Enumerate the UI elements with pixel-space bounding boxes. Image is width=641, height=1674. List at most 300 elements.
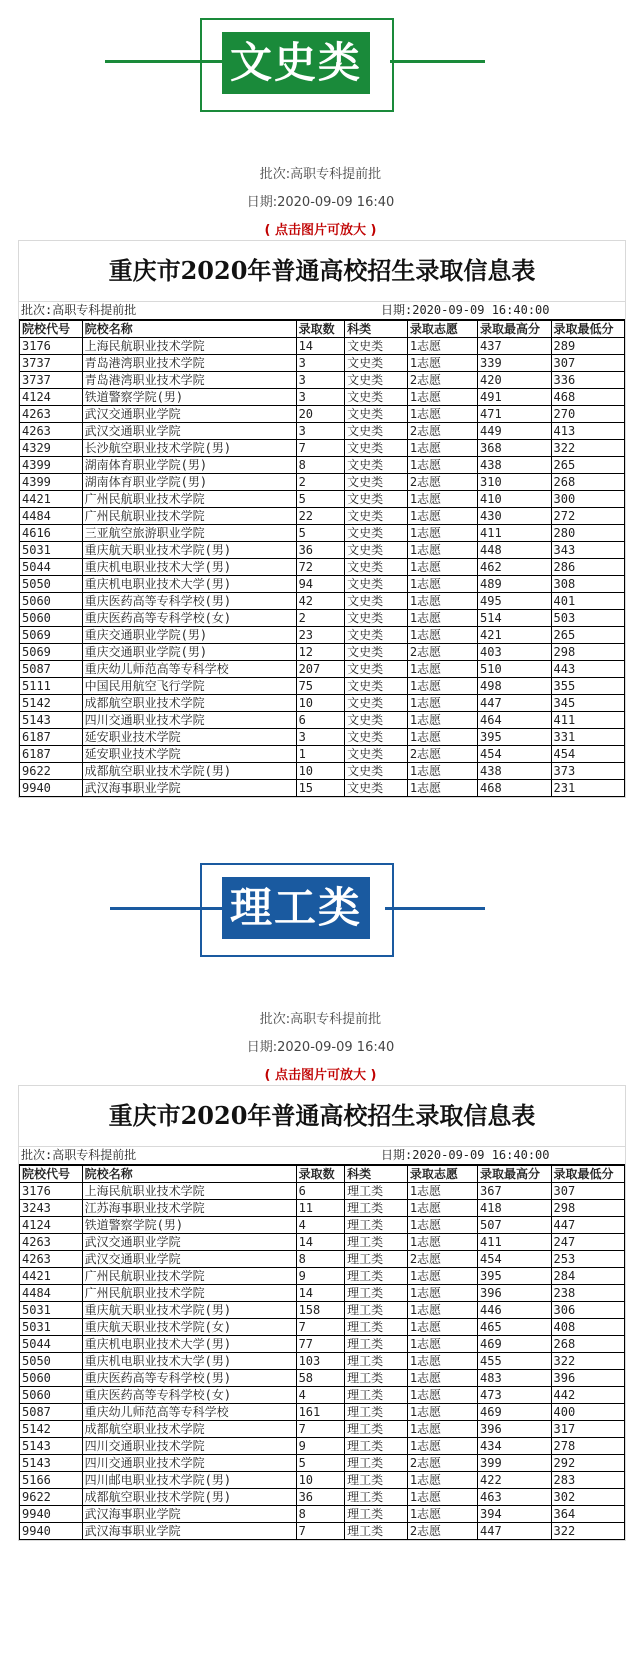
table-row xyxy=(20,627,625,644)
cell-max-score: 495 xyxy=(478,593,551,610)
header-count: 录取数 xyxy=(296,321,345,338)
cell-count: 1 xyxy=(296,746,345,763)
meta-block xyxy=(0,161,641,245)
cell-max-score: 434 xyxy=(478,1438,551,1455)
cell-category: 文史类 xyxy=(345,338,408,355)
cell-preference: 1志愿 xyxy=(407,525,477,542)
cell-min-score: 289 xyxy=(551,338,625,355)
table-batch: 批次:高职专科提前批 xyxy=(21,1148,137,1162)
cell-count: 103 xyxy=(296,1353,345,1370)
cell-category: 理工类 xyxy=(345,1285,408,1302)
table-row xyxy=(20,1438,625,1455)
table-row xyxy=(20,1455,625,1472)
cell-count: 36 xyxy=(296,1489,345,1506)
cell-count: 5 xyxy=(296,491,345,508)
cell-code: 5050 xyxy=(20,576,83,593)
cell-code: 4399 xyxy=(20,457,83,474)
cell-max-score: 403 xyxy=(478,644,551,661)
table-body xyxy=(20,1183,625,1540)
cell-max-score: 469 xyxy=(478,1336,551,1353)
cell-count: 7 xyxy=(296,1523,345,1540)
cell-code: 5031 xyxy=(20,1302,83,1319)
cell-preference: 1志愿 xyxy=(407,355,477,372)
cell-category: 理工类 xyxy=(345,1217,408,1234)
cell-count: 9 xyxy=(296,1438,345,1455)
cell-code: 5060 xyxy=(20,1370,83,1387)
table-row xyxy=(20,1387,625,1404)
cell-school: 广州民航职业技术学院 xyxy=(82,508,296,525)
meta-block xyxy=(0,1006,641,1090)
cell-category: 理工类 xyxy=(345,1234,408,1251)
admission-table-wenshi[interactable] xyxy=(18,240,626,798)
cell-preference: 1志愿 xyxy=(407,338,477,355)
cell-max-score: 395 xyxy=(478,1268,551,1285)
cell-preference: 1志愿 xyxy=(407,1387,477,1404)
cell-preference: 1志愿 xyxy=(407,1302,477,1319)
header-max-score: 录取最高分 xyxy=(478,321,551,338)
cell-count: 3 xyxy=(296,423,345,440)
cell-preference: 1志愿 xyxy=(407,1370,477,1387)
cell-count: 3 xyxy=(296,372,345,389)
table-row xyxy=(20,1183,625,1200)
cell-count: 3 xyxy=(296,389,345,406)
cell-category: 文史类 xyxy=(345,780,408,797)
cell-school: 中国民用航空飞行学院 xyxy=(82,678,296,695)
cell-preference: 1志愿 xyxy=(407,406,477,423)
cell-min-score: 253 xyxy=(551,1251,625,1268)
cell-code: 4124 xyxy=(20,389,83,406)
cell-code: 3176 xyxy=(20,1183,83,1200)
cell-school: 重庆航天职业技术学院(男) xyxy=(82,542,296,559)
cell-min-score: 286 xyxy=(551,559,625,576)
cell-code: 4263 xyxy=(20,406,83,423)
batch-line: 批次:高职专科提前批 xyxy=(259,1012,382,1027)
cell-count: 4 xyxy=(296,1217,345,1234)
cell-code: 4124 xyxy=(20,1217,83,1234)
table-row xyxy=(20,1234,625,1251)
cell-min-score: 268 xyxy=(551,474,625,491)
banner-label: 文史类 xyxy=(229,38,362,87)
cell-category: 文史类 xyxy=(345,389,408,406)
cell-max-score: 411 xyxy=(478,1234,551,1251)
cell-preference: 1志愿 xyxy=(407,1285,477,1302)
cell-count: 161 xyxy=(296,1404,345,1421)
cell-max-score: 468 xyxy=(478,780,551,797)
cell-school: 重庆机电职业技术大学(男) xyxy=(82,1336,296,1353)
cell-preference: 2志愿 xyxy=(407,423,477,440)
cell-min-score: 322 xyxy=(551,1353,625,1370)
cell-min-score: 265 xyxy=(551,627,625,644)
enlarge-hint[interactable]: ( 点击图片可放大 ) xyxy=(264,1068,377,1083)
cell-preference: 1志愿 xyxy=(407,576,477,593)
cell-school: 成都航空职业技术学院(男) xyxy=(82,1489,296,1506)
cell-code: 9940 xyxy=(20,1506,83,1523)
cell-max-score: 507 xyxy=(478,1217,551,1234)
table-body xyxy=(20,338,625,797)
cell-code: 9940 xyxy=(20,1523,83,1540)
cell-code: 5031 xyxy=(20,542,83,559)
cell-category: 理工类 xyxy=(345,1387,408,1404)
table-row xyxy=(20,491,625,508)
cell-count: 36 xyxy=(296,542,345,559)
cell-preference: 2志愿 xyxy=(407,372,477,389)
table-row xyxy=(20,559,625,576)
cell-count: 10 xyxy=(296,1472,345,1489)
cell-school: 铁道警察学院(男) xyxy=(82,1217,296,1234)
cell-max-score: 454 xyxy=(478,746,551,763)
cell-max-score: 447 xyxy=(478,1523,551,1540)
cell-category: 文史类 xyxy=(345,355,408,372)
cell-school: 延安职业技术学院 xyxy=(82,746,296,763)
cell-preference: 1志愿 xyxy=(407,1506,477,1523)
cell-count: 8 xyxy=(296,1251,345,1268)
cell-preference: 1志愿 xyxy=(407,1421,477,1438)
cell-code: 5087 xyxy=(20,1404,83,1421)
cell-preference: 2志愿 xyxy=(407,644,477,661)
cell-school: 四川邮电职业技术学院(男) xyxy=(82,1472,296,1489)
cell-max-score: 420 xyxy=(478,372,551,389)
cell-category: 文史类 xyxy=(345,678,408,695)
cell-count: 10 xyxy=(296,763,345,780)
cell-max-score: 396 xyxy=(478,1285,551,1302)
cell-count: 22 xyxy=(296,508,345,525)
cell-count: 20 xyxy=(296,406,345,423)
cell-min-score: 454 xyxy=(551,746,625,763)
cell-school: 上海民航职业技术学院 xyxy=(82,338,296,355)
cell-category: 理工类 xyxy=(345,1336,408,1353)
cell-code: 6187 xyxy=(20,746,83,763)
cell-school: 铁道警察学院(男) xyxy=(82,389,296,406)
cell-code: 4484 xyxy=(20,508,83,525)
cell-code: 5143 xyxy=(20,712,83,729)
cell-max-score: 394 xyxy=(478,1506,551,1523)
cell-category: 文史类 xyxy=(345,474,408,491)
table-row xyxy=(20,780,625,797)
cell-min-score: 302 xyxy=(551,1489,625,1506)
cell-count: 5 xyxy=(296,1455,345,1472)
cell-min-score: 408 xyxy=(551,1319,625,1336)
cell-school: 成都航空职业技术学院 xyxy=(82,695,296,712)
cell-category: 文史类 xyxy=(345,627,408,644)
cell-code: 3176 xyxy=(20,338,83,355)
header-min-score: 录取最低分 xyxy=(551,321,625,338)
cell-category: 文史类 xyxy=(345,763,408,780)
cell-code: 4329 xyxy=(20,440,83,457)
cell-category: 理工类 xyxy=(345,1268,408,1285)
cell-min-score: 322 xyxy=(551,440,625,457)
cell-count: 14 xyxy=(296,1234,345,1251)
cell-count: 7 xyxy=(296,1319,345,1336)
cell-min-score: 307 xyxy=(551,355,625,372)
cell-code: 6187 xyxy=(20,729,83,746)
table-row xyxy=(20,542,625,559)
cell-code: 5050 xyxy=(20,1353,83,1370)
admission-table-ligong[interactable] xyxy=(18,1085,626,1541)
table-row xyxy=(20,1523,625,1540)
cell-category: 文史类 xyxy=(345,661,408,678)
cell-category: 理工类 xyxy=(345,1302,408,1319)
cell-category: 理工类 xyxy=(345,1489,408,1506)
cell-min-score: 442 xyxy=(551,1387,625,1404)
table-row xyxy=(20,474,625,491)
table-row xyxy=(20,763,625,780)
cell-min-score: 306 xyxy=(551,1302,625,1319)
table-row xyxy=(20,593,625,610)
banner-wenshi xyxy=(0,0,641,120)
cell-school: 重庆幼儿师范高等专科学校 xyxy=(82,1404,296,1421)
cell-count: 7 xyxy=(296,440,345,457)
cell-school: 广州民航职业技术学院 xyxy=(82,1285,296,1302)
cell-preference: 1志愿 xyxy=(407,559,477,576)
table-row xyxy=(20,576,625,593)
cell-category: 理工类 xyxy=(345,1438,408,1455)
cell-school: 重庆医药高等专科学校(女) xyxy=(82,610,296,627)
cell-max-score: 510 xyxy=(478,661,551,678)
cell-category: 理工类 xyxy=(345,1421,408,1438)
cell-preference: 1志愿 xyxy=(407,1217,477,1234)
cell-preference: 2志愿 xyxy=(407,746,477,763)
cell-preference: 1志愿 xyxy=(407,627,477,644)
table-row xyxy=(20,525,625,542)
cell-preference: 1志愿 xyxy=(407,440,477,457)
cell-min-score: 355 xyxy=(551,678,625,695)
header-preference: 录取志愿 xyxy=(407,321,477,338)
cell-school: 武汉交通职业学院 xyxy=(82,406,296,423)
header-school: 院校名称 xyxy=(82,321,296,338)
cell-max-score: 448 xyxy=(478,542,551,559)
cell-school: 湖南体育职业学院(男) xyxy=(82,457,296,474)
cell-preference: 1志愿 xyxy=(407,457,477,474)
cell-max-score: 368 xyxy=(478,440,551,457)
cell-min-score: 411 xyxy=(551,712,625,729)
cell-max-score: 514 xyxy=(478,610,551,627)
table-row xyxy=(20,1404,625,1421)
cell-category: 文史类 xyxy=(345,406,408,423)
cell-count: 8 xyxy=(296,457,345,474)
cell-min-score: 292 xyxy=(551,1455,625,1472)
cell-max-score: 491 xyxy=(478,389,551,406)
cell-school: 武汉海事职业学院 xyxy=(82,780,296,797)
cell-max-score: 447 xyxy=(478,695,551,712)
cell-code: 5166 xyxy=(20,1472,83,1489)
cell-max-score: 437 xyxy=(478,338,551,355)
cell-code: 4263 xyxy=(20,1251,83,1268)
cell-max-score: 454 xyxy=(478,1251,551,1268)
cell-count: 3 xyxy=(296,355,345,372)
cell-max-score: 411 xyxy=(478,525,551,542)
cell-min-score: 413 xyxy=(551,423,625,440)
cell-max-score: 462 xyxy=(478,559,551,576)
cell-min-score: 278 xyxy=(551,1438,625,1455)
cell-preference: 1志愿 xyxy=(407,1183,477,1200)
table-row xyxy=(20,661,625,678)
banner-right-line xyxy=(385,907,485,910)
cell-school: 武汉交通职业学院 xyxy=(82,1234,296,1251)
table-row xyxy=(20,355,625,372)
table-row xyxy=(20,729,625,746)
table-row xyxy=(20,1421,625,1438)
cell-max-score: 455 xyxy=(478,1353,551,1370)
cell-min-score: 247 xyxy=(551,1234,625,1251)
cell-max-score: 410 xyxy=(478,491,551,508)
data-table xyxy=(19,1165,625,1540)
header-category: 科类 xyxy=(345,321,408,338)
cell-school: 青岛港湾职业技术学院 xyxy=(82,372,296,389)
table-info xyxy=(19,302,625,320)
cell-school: 广州民航职业技术学院 xyxy=(82,491,296,508)
cell-category: 文史类 xyxy=(345,695,408,712)
cell-min-score: 265 xyxy=(551,457,625,474)
cell-min-score: 400 xyxy=(551,1404,625,1421)
cell-count: 8 xyxy=(296,1506,345,1523)
cell-school: 重庆医药高等专科学校(女) xyxy=(82,1387,296,1404)
table-row xyxy=(20,1200,625,1217)
enlarge-hint[interactable]: ( 点击图片可放大 ) xyxy=(264,223,377,238)
cell-category: 文史类 xyxy=(345,559,408,576)
cell-code: 4421 xyxy=(20,491,83,508)
cell-code: 5044 xyxy=(20,1336,83,1353)
cell-preference: 1志愿 xyxy=(407,1438,477,1455)
cell-max-score: 469 xyxy=(478,1404,551,1421)
table-row xyxy=(20,1251,625,1268)
cell-category: 文史类 xyxy=(345,542,408,559)
cell-count: 77 xyxy=(296,1336,345,1353)
header-preference: 录取志愿 xyxy=(407,1166,477,1183)
cell-min-score: 373 xyxy=(551,763,625,780)
cell-category: 文史类 xyxy=(345,525,408,542)
cell-count: 7 xyxy=(296,1421,345,1438)
cell-category: 文史类 xyxy=(345,746,408,763)
cell-max-score: 395 xyxy=(478,729,551,746)
cell-preference: 1志愿 xyxy=(407,508,477,525)
cell-count: 10 xyxy=(296,695,345,712)
cell-count: 94 xyxy=(296,576,345,593)
header-category: 科类 xyxy=(345,1166,408,1183)
cell-school: 重庆航天职业技术学院(男) xyxy=(82,1302,296,1319)
banner-label: 理工类 xyxy=(229,883,362,932)
cell-school: 武汉海事职业学院 xyxy=(82,1523,296,1540)
cell-preference: 1志愿 xyxy=(407,1336,477,1353)
section-ligong xyxy=(0,845,641,1538)
cell-count: 6 xyxy=(296,712,345,729)
cell-min-score: 396 xyxy=(551,1370,625,1387)
cell-code: 5060 xyxy=(20,1387,83,1404)
cell-preference: 1志愿 xyxy=(407,712,477,729)
date-line: 日期:2020-09-09 16:40 xyxy=(246,1040,395,1055)
cell-min-score: 231 xyxy=(551,780,625,797)
cell-min-score: 298 xyxy=(551,1200,625,1217)
table-row xyxy=(20,1506,625,1523)
cell-count: 58 xyxy=(296,1370,345,1387)
cell-category: 文史类 xyxy=(345,491,408,508)
date-line: 日期:2020-09-09 16:40 xyxy=(246,195,395,210)
cell-code: 5143 xyxy=(20,1455,83,1472)
cell-min-score: 238 xyxy=(551,1285,625,1302)
cell-count: 23 xyxy=(296,627,345,644)
header-count: 录取数 xyxy=(296,1166,345,1183)
cell-max-score: 399 xyxy=(478,1455,551,1472)
cell-school: 重庆机电职业技术大学(男) xyxy=(82,576,296,593)
cell-count: 15 xyxy=(296,780,345,797)
cell-count: 6 xyxy=(296,1183,345,1200)
cell-category: 理工类 xyxy=(345,1353,408,1370)
cell-min-score: 284 xyxy=(551,1268,625,1285)
cell-max-score: 367 xyxy=(478,1183,551,1200)
banner-box-ligong xyxy=(222,877,370,939)
table-row xyxy=(20,746,625,763)
cell-count: 207 xyxy=(296,661,345,678)
cell-max-score: 471 xyxy=(478,406,551,423)
cell-code: 3243 xyxy=(20,1200,83,1217)
cell-preference: 1志愿 xyxy=(407,1200,477,1217)
cell-max-score: 463 xyxy=(478,1489,551,1506)
table-row xyxy=(20,338,625,355)
cell-code: 4421 xyxy=(20,1268,83,1285)
cell-school: 长沙航空职业技术学院(男) xyxy=(82,440,296,457)
cell-preference: 1志愿 xyxy=(407,610,477,627)
cell-max-score: 446 xyxy=(478,1302,551,1319)
cell-preference: 1志愿 xyxy=(407,763,477,780)
header-school: 院校名称 xyxy=(82,1166,296,1183)
cell-max-score: 465 xyxy=(478,1319,551,1336)
header-max-score: 录取最高分 xyxy=(478,1166,551,1183)
cell-preference: 1志愿 xyxy=(407,542,477,559)
cell-min-score: 401 xyxy=(551,593,625,610)
cell-preference: 1志愿 xyxy=(407,661,477,678)
cell-preference: 1志愿 xyxy=(407,491,477,508)
cell-code: 5142 xyxy=(20,695,83,712)
cell-preference: 1志愿 xyxy=(407,780,477,797)
cell-category: 理工类 xyxy=(345,1472,408,1489)
table-row xyxy=(20,1319,625,1336)
cell-min-score: 343 xyxy=(551,542,625,559)
cell-max-score: 464 xyxy=(478,712,551,729)
table-batch: 批次:高职专科提前批 xyxy=(21,303,137,317)
header-min-score: 录取最低分 xyxy=(551,1166,625,1183)
data-table xyxy=(19,320,625,797)
batch-line: 批次:高职专科提前批 xyxy=(259,167,382,182)
cell-code: 4399 xyxy=(20,474,83,491)
cell-preference: 2志愿 xyxy=(407,474,477,491)
header-row xyxy=(20,1166,625,1183)
table-row xyxy=(20,678,625,695)
header-code: 院校代号 xyxy=(20,321,83,338)
table-title: 重庆市2020年普通高校招生录取信息表 xyxy=(19,1086,625,1147)
cell-code: 9622 xyxy=(20,1489,83,1506)
cell-preference: 1志愿 xyxy=(407,1489,477,1506)
table-row xyxy=(20,457,625,474)
cell-school: 重庆幼儿师范高等专科学校 xyxy=(82,661,296,678)
cell-min-score: 280 xyxy=(551,525,625,542)
cell-school: 武汉交通职业学院 xyxy=(82,423,296,440)
cell-school: 湖南体育职业学院(男) xyxy=(82,474,296,491)
cell-category: 理工类 xyxy=(345,1506,408,1523)
table-row xyxy=(20,1302,625,1319)
cell-preference: 1志愿 xyxy=(407,1404,477,1421)
header-code: 院校代号 xyxy=(20,1166,83,1183)
cell-category: 文史类 xyxy=(345,729,408,746)
cell-max-score: 473 xyxy=(478,1387,551,1404)
cell-min-score: 443 xyxy=(551,661,625,678)
cell-code: 5069 xyxy=(20,627,83,644)
cell-category: 理工类 xyxy=(345,1370,408,1387)
cell-school: 成都航空职业技术学院 xyxy=(82,1421,296,1438)
table-row xyxy=(20,1268,625,1285)
cell-code: 9940 xyxy=(20,780,83,797)
cell-code: 5069 xyxy=(20,644,83,661)
cell-preference: 1志愿 xyxy=(407,593,477,610)
cell-count: 12 xyxy=(296,644,345,661)
